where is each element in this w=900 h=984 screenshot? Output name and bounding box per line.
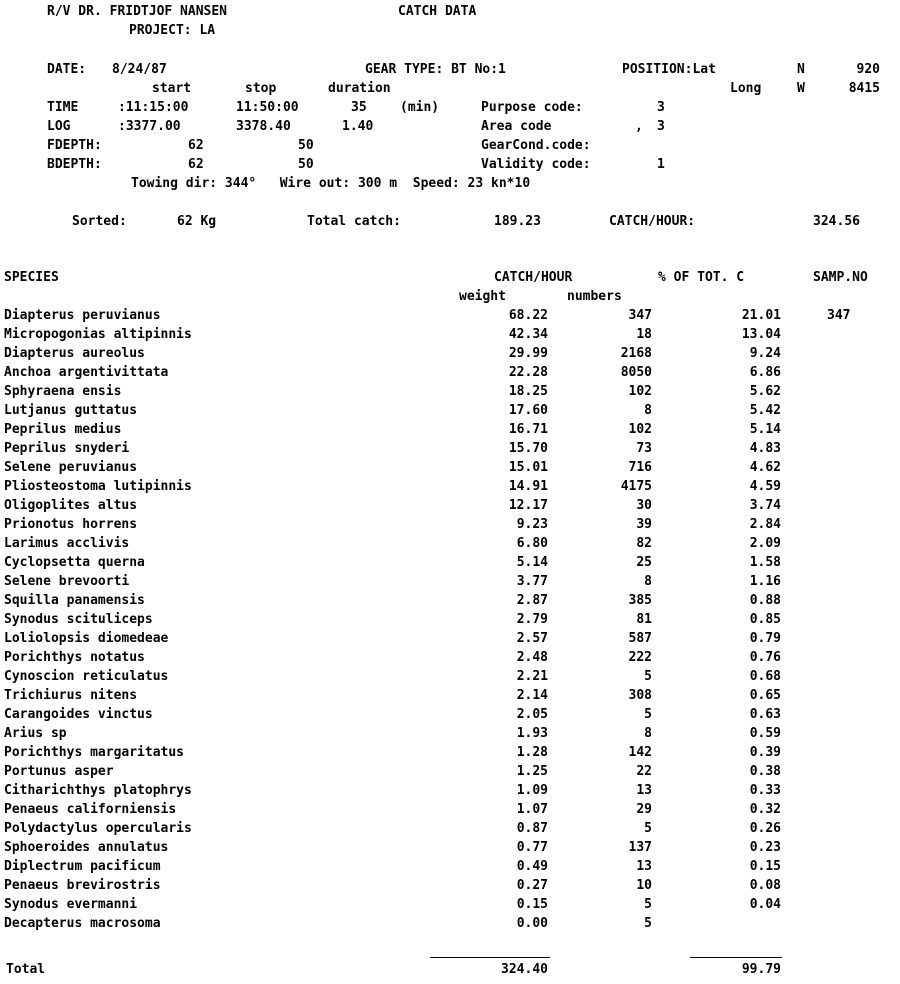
catch-numbers: 102 <box>628 422 652 437</box>
percent-total-column-header: % OF TOT. C <box>658 270 745 285</box>
log-label: LOG <box>47 119 71 134</box>
catch-weight: 68.22 <box>508 308 548 323</box>
catch-weight: 16.71 <box>508 422 548 437</box>
species-name: Anchoa argentivittata <box>4 365 169 380</box>
column-duration-header: duration <box>328 81 391 96</box>
sample-number-column-header: SAMP.NO <box>813 270 868 285</box>
percent-of-total: 4.62 <box>749 460 781 475</box>
catch-numbers: 5 <box>644 916 652 931</box>
table-row <box>0 593 900 612</box>
catch-weight: 12.17 <box>508 498 548 513</box>
percent-of-total: 1.16 <box>749 574 781 589</box>
catch-weight: 1.28 <box>516 745 548 760</box>
catch-numbers: 39 <box>636 517 652 532</box>
species-name: Peprilus medius <box>4 422 122 437</box>
species-name: Larimus acclivis <box>4 536 130 551</box>
catch-weight: 14.91 <box>508 479 548 494</box>
date-value: 8/24/87 <box>112 62 167 77</box>
column-stop-header: stop <box>245 81 277 96</box>
catch-numbers: 716 <box>628 460 652 475</box>
catch-weight: 3.77 <box>516 574 548 589</box>
catch-per-hour-column-header: CATCH/HOUR <box>494 270 573 285</box>
catch-numbers: 8 <box>644 574 652 589</box>
sorted-value: 62 Kg <box>177 214 217 229</box>
percent-of-total: 9.24 <box>749 346 781 361</box>
table-row <box>0 403 900 422</box>
percent-of-total: 0.15 <box>749 859 781 874</box>
numbers-column-header: numbers <box>567 289 622 304</box>
catch-per-hour-value: 324.56 <box>813 214 860 229</box>
species-name: Synodus scituliceps <box>4 612 153 627</box>
table-row <box>0 555 900 574</box>
table-row <box>0 327 900 346</box>
percent-of-total: 5.42 <box>749 403 781 418</box>
table-row <box>0 479 900 498</box>
time-duration: 35 <box>351 100 367 115</box>
gear-type: GEAR TYPE: BT No:1 <box>365 62 506 77</box>
catch-weight: 15.01 <box>508 460 548 475</box>
latitude-value: 920 <box>856 62 880 77</box>
table-row <box>0 536 900 555</box>
species-name: Penaeus californiensis <box>4 802 177 817</box>
vessel-name: R/V DR. FRIDTJOF NANSEN <box>47 4 228 19</box>
species-name: Cynoscion reticulatus <box>4 669 169 684</box>
catch-numbers: 82 <box>636 536 652 551</box>
catch-weight: 18.25 <box>508 384 548 399</box>
percent-of-total: 0.59 <box>749 726 781 741</box>
percent-total-rule <box>690 957 782 958</box>
latitude-hemisphere: N <box>797 62 805 77</box>
area-code-value: 3 <box>657 119 665 134</box>
catch-weight: 2.79 <box>516 612 548 627</box>
fdepth-stop: 50 <box>298 138 314 153</box>
species-name: Loliolopsis diomedeae <box>4 631 169 646</box>
percent-of-total: 2.84 <box>749 517 781 532</box>
time-stop: 11:50:00 <box>236 100 299 115</box>
catch-numbers: 18 <box>636 327 652 342</box>
table-row <box>0 840 900 859</box>
catch-weight: 2.87 <box>516 593 548 608</box>
longitude-hemisphere: W <box>797 81 805 96</box>
table-row <box>0 859 900 878</box>
percent-of-total: 4.59 <box>749 479 781 494</box>
table-row <box>0 821 900 840</box>
towing-info: Towing dir: 344° Wire out: 300 m Speed: 23 kn*10 <box>131 176 531 191</box>
catch-numbers: 13 <box>636 859 652 874</box>
percent-of-total: 0.08 <box>749 878 781 893</box>
catch-numbers: 25 <box>636 555 652 570</box>
species-name: Sphyraena ensis <box>4 384 122 399</box>
catch-numbers: 308 <box>628 688 652 703</box>
species-name: Selene brevoorti <box>4 574 130 589</box>
catch-weight: 5.14 <box>516 555 548 570</box>
catch-weight: 1.09 <box>516 783 548 798</box>
weight-column-header: weight <box>459 289 506 304</box>
catch-numbers: 8 <box>644 726 652 741</box>
table-row <box>0 460 900 479</box>
project-label: PROJECT: LA <box>129 23 216 38</box>
purpose-code-value: 3 <box>657 100 665 115</box>
table-row <box>0 422 900 441</box>
time-start: :11:15:00 <box>118 100 189 115</box>
table-row <box>0 365 900 384</box>
catch-weight: 2.14 <box>516 688 548 703</box>
species-name: Trichiurus nitens <box>4 688 138 703</box>
area-code-label: Area code <box>481 119 552 134</box>
species-name: Squilla panamensis <box>4 593 145 608</box>
log-start: :3377.00 <box>118 119 181 134</box>
catch-weight: 2.57 <box>516 631 548 646</box>
longitude-label: Long <box>730 81 762 96</box>
total-catch-label: Total catch: <box>307 214 401 229</box>
time-unit: (min) <box>400 100 440 115</box>
table-row <box>0 745 900 764</box>
percent-of-total: 0.63 <box>749 707 781 722</box>
sorted-label: Sorted: <box>72 214 127 229</box>
percent-of-total: 0.85 <box>749 612 781 627</box>
species-name: Prionotus horrens <box>4 517 138 532</box>
total-catch-value: 189.23 <box>494 214 541 229</box>
catch-numbers: 22 <box>636 764 652 779</box>
catch-numbers: 4175 <box>620 479 652 494</box>
total-percent: 99.79 <box>741 962 781 977</box>
percent-of-total: 5.14 <box>749 422 781 437</box>
percent-of-total: 0.88 <box>749 593 781 608</box>
date-label: DATE: <box>47 62 87 77</box>
catch-weight: 0.87 <box>516 821 548 836</box>
percent-of-total: 0.38 <box>749 764 781 779</box>
document-title: CATCH DATA <box>398 4 477 19</box>
catch-numbers: 2168 <box>620 346 652 361</box>
bdepth-start: 62 <box>188 157 204 172</box>
bdepth-stop: 50 <box>298 157 314 172</box>
validity-code-label: Validity code: <box>481 157 591 172</box>
area-code-separator: , <box>635 119 643 134</box>
percent-of-total: 0.32 <box>749 802 781 817</box>
percent-of-total: 0.39 <box>749 745 781 760</box>
catch-numbers: 137 <box>628 840 652 855</box>
table-row <box>0 688 900 707</box>
catch-weight: 17.60 <box>508 403 548 418</box>
percent-of-total: 0.79 <box>749 631 781 646</box>
table-row <box>0 441 900 460</box>
percent-of-total: 3.74 <box>749 498 781 513</box>
catch-numbers: 5 <box>644 897 652 912</box>
percent-of-total: 0.76 <box>749 650 781 665</box>
table-row <box>0 346 900 365</box>
catch-numbers: 5 <box>644 821 652 836</box>
catch-numbers: 8050 <box>620 365 652 380</box>
table-row <box>0 612 900 631</box>
catch-numbers: 5 <box>644 669 652 684</box>
percent-of-total: 0.68 <box>749 669 781 684</box>
total-weight: 324.40 <box>501 962 548 977</box>
species-name: Sphoeroides annulatus <box>4 840 169 855</box>
catch-numbers: 8 <box>644 403 652 418</box>
total-label: Total <box>6 962 46 977</box>
species-name: Diapterus peruvianus <box>4 308 161 323</box>
percent-of-total: 0.26 <box>749 821 781 836</box>
time-label: TIME <box>47 100 79 115</box>
table-row <box>0 802 900 821</box>
bdepth-label: BDEPTH: <box>47 157 102 172</box>
percent-of-total: 0.65 <box>749 688 781 703</box>
table-row <box>0 897 900 916</box>
percent-of-total: 1.58 <box>749 555 781 570</box>
catch-weight: 15.70 <box>508 441 548 456</box>
percent-of-total: 0.23 <box>749 840 781 855</box>
catch-weight: 22.28 <box>508 365 548 380</box>
percent-of-total: 5.62 <box>749 384 781 399</box>
table-row <box>0 726 900 745</box>
table-row <box>0 498 900 517</box>
catch-weight: 2.48 <box>516 650 548 665</box>
catch-numbers: 13 <box>636 783 652 798</box>
catch-numbers: 587 <box>628 631 652 646</box>
catch-weight: 1.07 <box>516 802 548 817</box>
gear-condition-label: GearCond.code: <box>481 138 591 153</box>
catch-weight: 0.77 <box>516 840 548 855</box>
table-row <box>0 574 900 593</box>
catch-weight: 2.05 <box>516 707 548 722</box>
species-name: Diplectrum pacificum <box>4 859 161 874</box>
catch-numbers: 73 <box>636 441 652 456</box>
catch-numbers: 30 <box>636 498 652 513</box>
species-name: Porichthys notatus <box>4 650 145 665</box>
catch-weight: 0.00 <box>516 916 548 931</box>
table-row <box>0 707 900 726</box>
table-row <box>0 878 900 897</box>
catch-numbers: 347 <box>628 308 652 323</box>
position-label: POSITION:Lat <box>622 62 716 77</box>
table-row <box>0 384 900 403</box>
column-start-header: start <box>152 81 192 96</box>
catch-weight: 0.15 <box>516 897 548 912</box>
species-name: Micropogonias altipinnis <box>4 327 192 342</box>
catch-weight: 29.99 <box>508 346 548 361</box>
table-row <box>0 669 900 688</box>
species-name: Diapterus aureolus <box>4 346 145 361</box>
catch-numbers: 102 <box>628 384 652 399</box>
catch-numbers: 81 <box>636 612 652 627</box>
species-name: Pliosteostoma lutipinnis <box>4 479 192 494</box>
species-column-header: SPECIES <box>4 270 59 285</box>
species-name: Decapterus macrosoma <box>4 916 161 931</box>
catch-weight: 0.49 <box>516 859 548 874</box>
species-name: Penaeus brevirostris <box>4 878 161 893</box>
catch-numbers: 222 <box>628 650 652 665</box>
catch-numbers: 29 <box>636 802 652 817</box>
percent-of-total: 6.86 <box>749 365 781 380</box>
catch-numbers: 5 <box>644 707 652 722</box>
percent-of-total: 0.33 <box>749 783 781 798</box>
catch-weight: 2.21 <box>516 669 548 684</box>
validity-code-value: 1 <box>657 157 665 172</box>
table-row <box>0 916 900 935</box>
table-row <box>0 783 900 802</box>
sample-number: 347 <box>827 308 851 323</box>
percent-of-total: 21.01 <box>741 308 781 323</box>
species-name: Carangoides vinctus <box>4 707 153 722</box>
percent-of-total: 0.04 <box>749 897 781 912</box>
species-name: Oligoplites altus <box>4 498 138 513</box>
table-row <box>0 631 900 650</box>
species-name: Lutjanus guttatus <box>4 403 138 418</box>
fdepth-start: 62 <box>188 138 204 153</box>
species-name: Synodus evermanni <box>4 897 138 912</box>
catch-numbers: 142 <box>628 745 652 760</box>
catch-numbers: 10 <box>636 878 652 893</box>
species-name: Portunus asper <box>4 764 114 779</box>
species-name: Cyclopsetta querna <box>4 555 145 570</box>
catch-weight: 0.27 <box>516 878 548 893</box>
longitude-value: 8415 <box>848 81 880 96</box>
catch-weight: 6.80 <box>516 536 548 551</box>
fdepth-label: FDEPTH: <box>47 138 102 153</box>
table-row <box>0 650 900 669</box>
table-row <box>0 517 900 536</box>
percent-of-total: 13.04 <box>741 327 781 342</box>
table-row <box>0 308 900 327</box>
species-name: Polydactylus opercularis <box>4 821 192 836</box>
table-row <box>0 764 900 783</box>
catch-weight: 1.93 <box>516 726 548 741</box>
species-name: Peprilus snyderi <box>4 441 130 456</box>
catch-weight: 1.25 <box>516 764 548 779</box>
log-duration: 1.40 <box>342 119 374 134</box>
species-name: Porichthys margaritatus <box>4 745 185 760</box>
log-stop: 3378.40 <box>236 119 291 134</box>
percent-of-total: 2.09 <box>749 536 781 551</box>
weight-total-rule <box>430 957 550 958</box>
species-name: Selene peruvianus <box>4 460 138 475</box>
catch-per-hour-label: CATCH/HOUR: <box>609 214 696 229</box>
species-name: Arius sp <box>4 726 67 741</box>
catch-weight: 9.23 <box>516 517 548 532</box>
purpose-code-label: Purpose code: <box>481 100 583 115</box>
catch-weight: 42.34 <box>508 327 548 342</box>
catch-numbers: 385 <box>628 593 652 608</box>
species-name: Citharichthys platophrys <box>4 783 192 798</box>
percent-of-total: 4.83 <box>749 441 781 456</box>
